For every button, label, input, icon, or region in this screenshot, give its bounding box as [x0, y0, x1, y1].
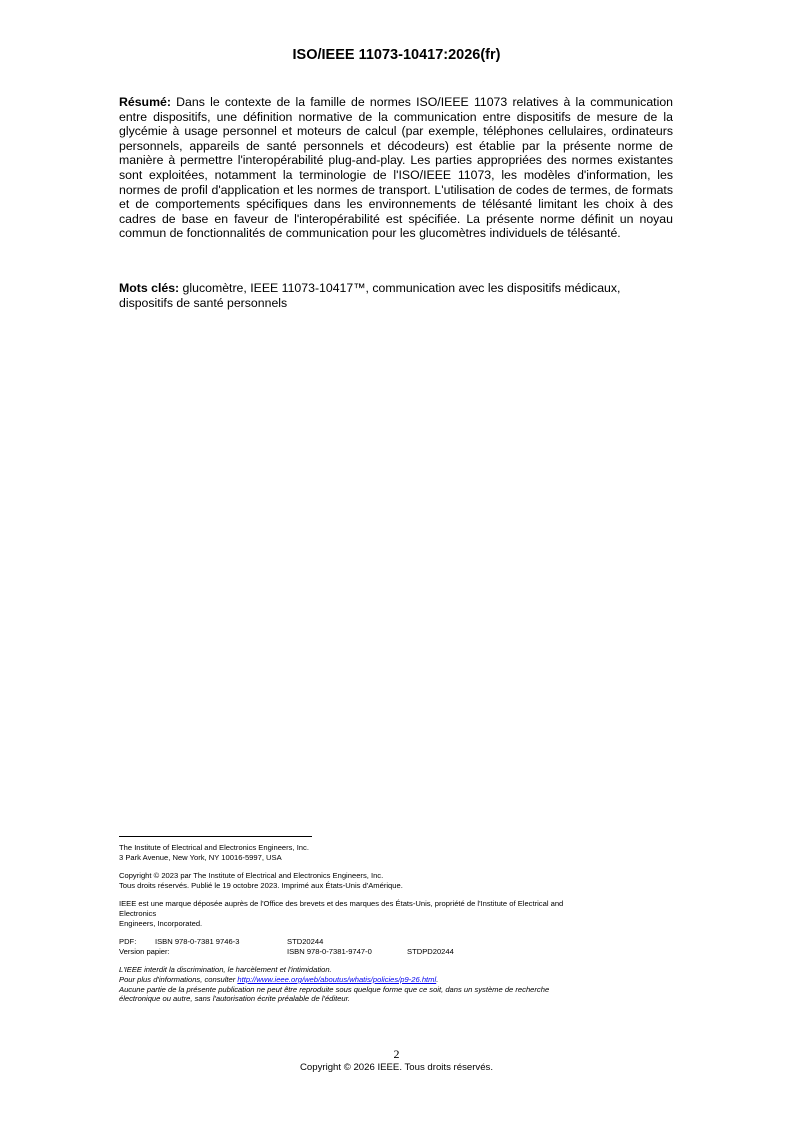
isbn-number: ISBN 978-0-7381 9746-3 [155, 937, 240, 947]
isbn-format-label: Version papier: [119, 946, 170, 956]
isbn-block [119, 937, 679, 956]
legal-punctuation: . [436, 974, 439, 984]
footer-copyright: Copyright © 2026 IEEE. Tous droits réservés. [300, 1062, 493, 1073]
document-header: ISO/IEEE 11073-10417:2026(fr) [292, 47, 501, 63]
legal-line: électronique ou autre, sans l'autorisation écrite préalable de l'éditeur. [119, 994, 350, 1004]
std-number: STDPD20244 [407, 946, 454, 956]
legal-line: Aucune partie de la présente publication ne peut être reproduite sous quelque forme que ce soit, dans un système de recherche [119, 984, 550, 994]
copyright-notice: Copyright © 2023 par The Institute of Electrical and Electronics Engineers, Inc. [119, 871, 384, 881]
abstract-paragraph [119, 95, 673, 241]
legal-line: Pour plus d'informations, consulter [119, 974, 238, 984]
publisher-block [119, 843, 679, 862]
std-number: STD20244 [287, 937, 324, 947]
legal-block [119, 965, 679, 1003]
publisher-address: 3 Park Avenue, New York, NY 10016-5997, USA [119, 852, 282, 862]
keywords-label: Mots clés: [119, 281, 180, 295]
isbn-row-print [119, 947, 679, 957]
isbn-format-label: PDF: [119, 937, 137, 947]
trademark-block [119, 899, 679, 928]
trademark-line: IEEE est une marque déposée auprès de l'Office des brevets et des marques des États-Unis, propriété de l'Institute of Electrical and [119, 899, 564, 909]
isbn-row-pdf [119, 937, 679, 947]
abstract-text: Dans le contexte de la famille de normes ISO/IEEE 11073 relatives à la communication entre dispositifs, une définition normative de la communication entre dispositifs de mesure de la glycémie à usage personnel et moteurs de calcul (par exemple, téléphones cellulaires, ordinateurs personnels, appareils de santé personnels et décodeurs) est établie par la présente norme de manière à permettre l'interopérabilité plug-and-play. Les parties appropriées des normes existantes sont exploitées, notamment la terminologie de l'ISO/IEEE 11073, les modèles d'information, les normes de profil d'application et les normes de transport. L'utilisation de codes de termes, de formats et de comportements spécifiques dans les environnements de télésanté limitant les choix à des cadres de base en faveur de l'interopérabilité est spécifiée. La présente norme définit un noyau commun de fonctionnalités de communication pour les glucomètres individuels de télésanté. [119, 95, 673, 241]
isbn-number: ISBN 978-0-7381-9747-0 [287, 946, 372, 956]
publisher-name: The Institute of Electrical and Electronics Engineers, Inc. [119, 843, 309, 852]
footnotes [119, 843, 679, 1013]
keywords-text: glucomètre, IEEE 11073-10417™, communication avec les dispositifs médicaux, dispositifs de santé personnels [119, 281, 621, 310]
page-number: 2 [393, 1047, 400, 1061]
policy-link[interactable]: http://www.ieee.org/web/aboutus/whatis/policies/p9-26.html [237, 974, 437, 984]
copyright-block [119, 871, 679, 890]
trademark-line: Engineers, Incorporated. [119, 918, 203, 928]
trademark-line: Electronics [119, 908, 157, 918]
publication-notice: Tous droits réservés. Publié le 19 octobre 2023. Imprimé aux États-Unis d'Amérique. [119, 880, 403, 890]
footnote-divider [119, 836, 312, 837]
legal-line: L'IEEE interdit la discrimination, le harcèlement et l'intimidation. [119, 965, 332, 975]
keywords-paragraph [119, 281, 673, 310]
abstract-label: Résumé: [119, 95, 171, 109]
